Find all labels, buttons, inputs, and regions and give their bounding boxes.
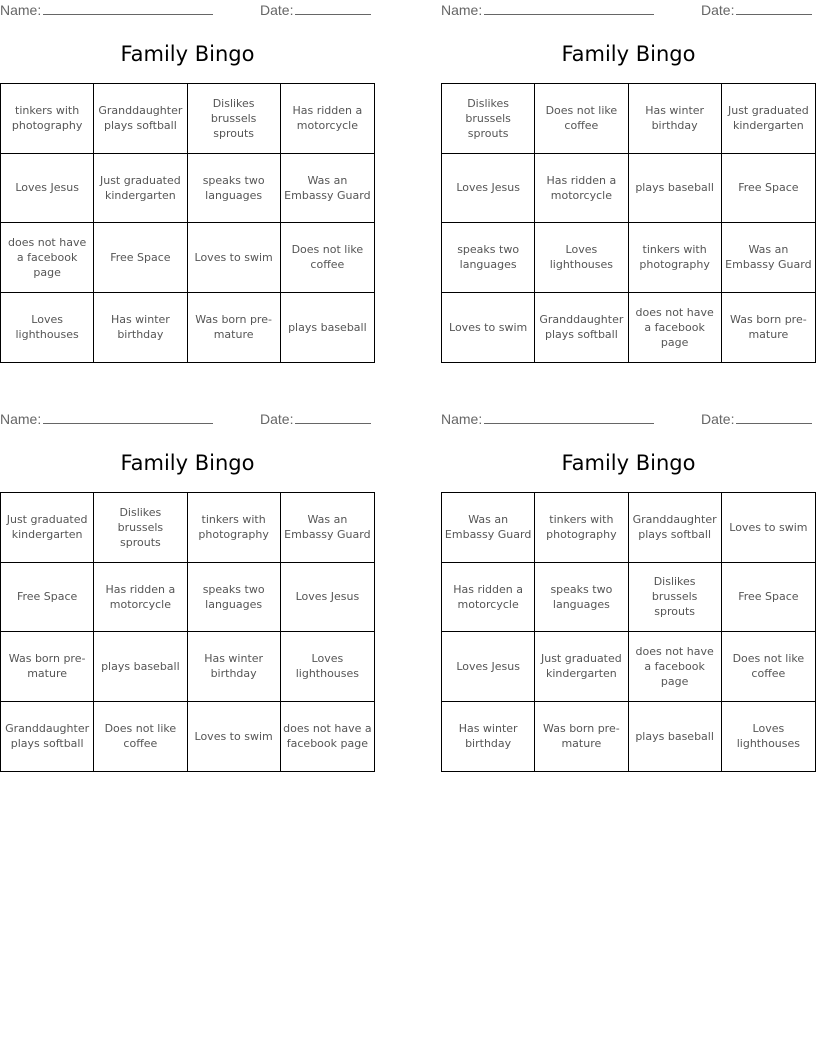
bingo-cell: Was born pre-mature: [188, 293, 281, 363]
bingo-cell: tinkers with photography: [1, 84, 94, 154]
bingo-grid: [441, 83, 816, 363]
bingo-cell: Has ridden a motorcycle: [442, 563, 535, 633]
bingo-cell: speaks two languages: [442, 223, 535, 293]
bingo-cell: Was an Embassy Guard: [722, 223, 815, 293]
date-label: Date:: [701, 411, 735, 427]
bingo-cell: Loves lighthouses: [281, 632, 374, 702]
name-label: Name:: [0, 2, 42, 18]
bingo-cell: tinkers with photography: [535, 493, 628, 563]
bingo-cell: Loves lighthouses: [1, 293, 94, 363]
bingo-cell: Was born pre-mature: [535, 702, 628, 772]
date-blank-line: [736, 2, 812, 15]
bingo-cell: Loves to swim: [188, 702, 281, 772]
bingo-cell: Has ridden a motorcycle: [535, 154, 628, 224]
name-field: [441, 2, 654, 18]
bingo-cell: Free Space: [1, 563, 94, 633]
bingo-cell: tinkers with photography: [188, 493, 281, 563]
card-header: [0, 2, 375, 20]
bingo-cell: Just graduated kindergarten: [722, 84, 815, 154]
bingo-cell: speaks two languages: [188, 154, 281, 224]
bingo-card: [0, 0, 375, 360]
bingo-cell: does not have a facebook page: [629, 293, 722, 363]
bingo-cell: Loves to swim: [722, 493, 815, 563]
bingo-cell: Granddaughter plays softball: [1, 702, 94, 772]
card-header: [441, 411, 816, 429]
bingo-cell: Was an Embassy Guard: [442, 493, 535, 563]
name-field: [441, 411, 654, 427]
bingo-cell: Loves Jesus: [442, 154, 535, 224]
bingo-cell: Loves Jesus: [442, 632, 535, 702]
bingo-cell: does not have a facebook page: [629, 632, 722, 702]
bingo-grid: [0, 492, 375, 772]
bingo-cell: Loves to swim: [188, 223, 281, 293]
bingo-cell: Has winter birthday: [629, 84, 722, 154]
date-blank-line: [736, 411, 812, 424]
bingo-cell: Does not like coffee: [94, 702, 187, 772]
card-title: Family Bingo: [561, 451, 696, 475]
card-title: Family Bingo: [120, 42, 255, 66]
bingo-cell: Granddaughter plays softball: [94, 84, 187, 154]
name-blank-line: [484, 2, 654, 15]
bingo-cell: does not have a facebook page: [1, 223, 94, 293]
bingo-cell: speaks two languages: [188, 563, 281, 633]
bingo-card: [0, 409, 375, 769]
date-blank-line: [295, 411, 371, 424]
name-blank-line: [43, 2, 213, 15]
bingo-cell: plays baseball: [629, 702, 722, 772]
bingo-cell: Does not like coffee: [281, 223, 374, 293]
bingo-cell: Has winter birthday: [188, 632, 281, 702]
bingo-cell: Loves to swim: [442, 293, 535, 363]
bingo-cell: Was born pre-mature: [1, 632, 94, 702]
bingo-cell: speaks two languages: [535, 563, 628, 633]
bingo-cell: plays baseball: [629, 154, 722, 224]
bingo-cell: Free Space: [722, 154, 815, 224]
bingo-cell: Has winter birthday: [94, 293, 187, 363]
bingo-cell: plays baseball: [94, 632, 187, 702]
date-label: Date:: [701, 2, 735, 18]
date-label: Date:: [260, 2, 294, 18]
bingo-cell: Just graduated kindergarten: [1, 493, 94, 563]
bingo-cell: plays baseball: [288, 320, 367, 334]
bingo-card: [441, 409, 816, 769]
bingo-cell: Dislikes brussels sprouts: [188, 84, 281, 154]
bingo-grid: [441, 492, 816, 772]
bingo-card: [441, 0, 816, 360]
bingo-cell: Granddaughter plays softball: [535, 293, 628, 363]
name-field: [0, 411, 213, 427]
bingo-cell: Just graduated kindergarten: [535, 632, 628, 702]
bingo-cell: Does not like coffee: [535, 84, 628, 154]
bingo-cell: tinkers with photography: [629, 223, 722, 293]
bingo-cell: Granddaughter plays softball: [629, 493, 722, 563]
bingo-cell: Loves lighthouses: [535, 223, 628, 293]
bingo-cell: Dislikes brussels sprouts: [442, 84, 535, 154]
card-title: Family Bingo: [561, 42, 696, 66]
bingo-cell: Just graduated kindergarten: [94, 154, 187, 224]
card-header: [0, 411, 375, 429]
bingo-cell: Has ridden a motorcycle: [94, 563, 187, 633]
bingo-cell: Dislikes brussels sprouts: [94, 493, 187, 563]
bingo-cell: Has ridden a motorcycle: [281, 84, 374, 154]
bingo-cell: Loves Jesus: [281, 563, 374, 633]
name-label: Name:: [0, 411, 42, 427]
date-field: [260, 411, 371, 427]
bingo-cell: Has winter birthday: [442, 702, 535, 772]
bingo-cell: Free Space: [94, 223, 187, 293]
name-blank-line: [43, 411, 213, 424]
bingo-cell: Was an Embassy Guard: [281, 493, 374, 563]
date-label: Date:: [260, 411, 294, 427]
date-field: [260, 2, 371, 18]
bingo-cell: Was an Embassy Guard: [281, 154, 374, 224]
bingo-cell: does not have a facebook page: [283, 722, 372, 751]
bingo-cell: Free Space: [722, 563, 815, 633]
bingo-cell: Was born pre-mature: [730, 313, 807, 342]
bingo-cell: Dislikes brussels sprouts: [629, 563, 722, 633]
name-blank-line: [484, 411, 654, 424]
date-field: [701, 2, 812, 18]
bingo-cell: Does not like coffee: [722, 632, 815, 702]
name-label: Name:: [441, 411, 483, 427]
name-field: [0, 2, 213, 18]
bingo-cell: Loves lighthouses: [736, 722, 801, 751]
name-label: Name:: [441, 2, 483, 18]
card-header: [441, 2, 816, 20]
date-field: [701, 411, 812, 427]
date-blank-line: [295, 2, 371, 15]
bingo-grid: [0, 83, 375, 363]
bingo-cell: Loves Jesus: [1, 154, 94, 224]
card-title: Family Bingo: [120, 451, 255, 475]
